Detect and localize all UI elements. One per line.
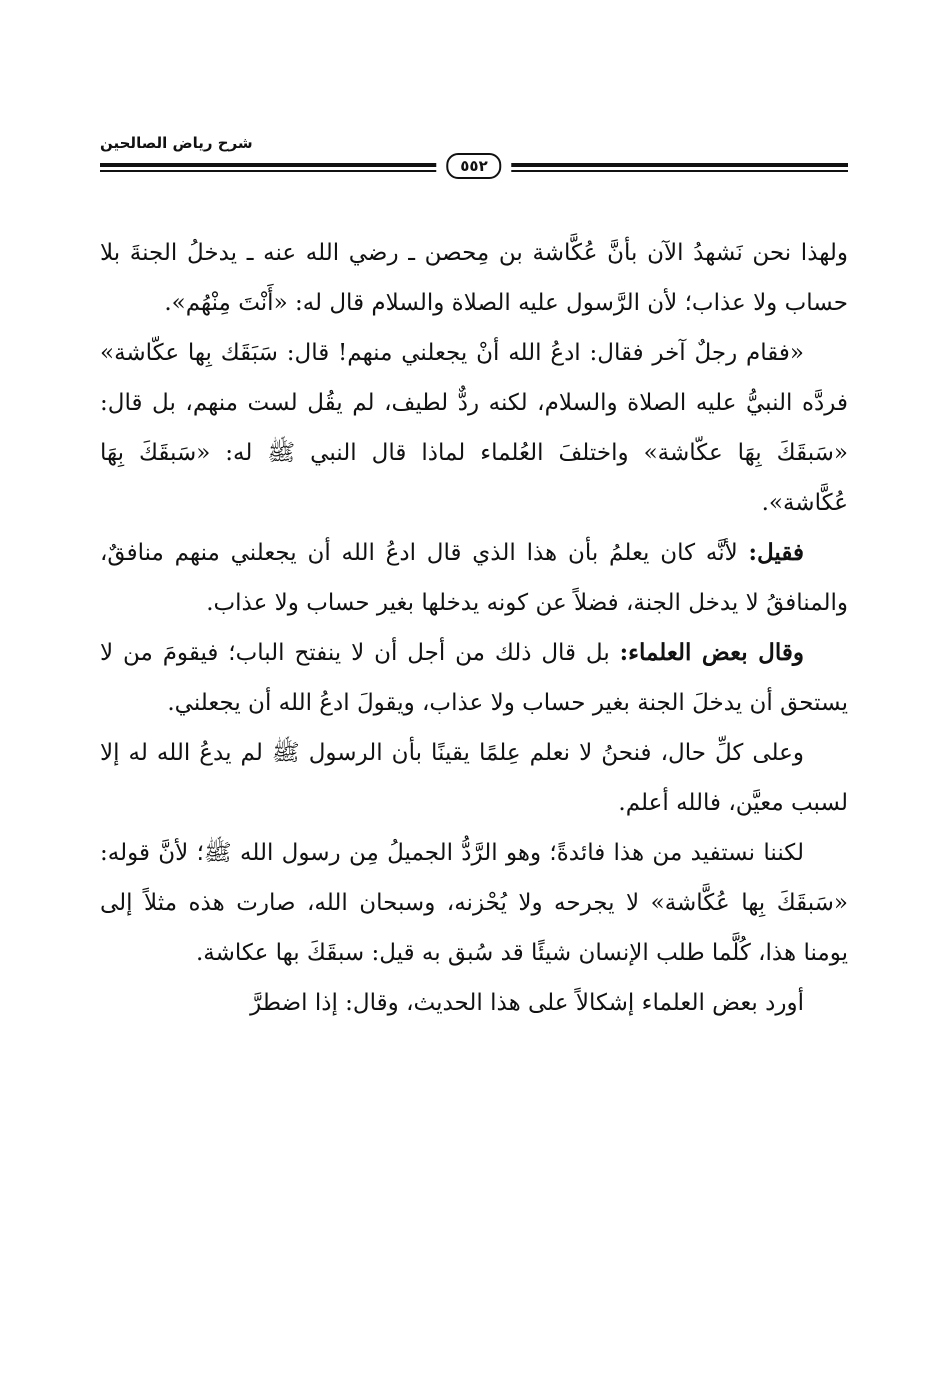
paragraph-text: ولهذا نحن نَشهدُ الآن بأنَّ عُكَّاشة بن مِحصن ـ رضي الله عنه ـ يدخلُ الجنةَ بلا حساب ولا عذاب؛ لأن الرَّسول عليه الصلاة والسلام قال له: «أَنْتَ مِنْهُم». (100, 240, 848, 316)
paragraph-text: لكننا نستفيد من هذا فائدةً؛ وهو الرَّدُّ الجميلُ مِن رسول الله ﷺ؛ لأنَّ قوله: «سَبقَكَ بِها عُكَّاشة» لا يجرحه ولا يُحْزنه، وسبحان الله، صارت هذه مثلاً إلى يومنا هذا، كُلَّما طلب الإنسان شيئًا قد سُبق به قيل: سبقَكَ بها عكاشة. (100, 840, 848, 966)
paragraph (100, 728, 848, 828)
paragraph-text: وعلى كلِّ حال، فنحنُ لا نعلم عِلمًا يقينًا بأن الرسول ﷺ لم يدعُ الله له إلا لسبب معيَّن، فالله أعلم. (100, 740, 848, 816)
page-number: ٥٥٢ (446, 153, 501, 179)
paragraph-lead: فقيل: (748, 539, 804, 566)
paragraph-lead: وقال بعض العلماء: (619, 639, 804, 666)
paragraph-text: «فقام رجلٌ آخر فقال: ادعُ الله أنْ يجعلني منهم! قال: سَبَقَك بِها عكّاشة» فردَّه النبيُّ عليه الصلاة والسلام، لكنه ردٌّ لطيف، لم يقُل لست منهم، بل قال: «سَبقَكَ بِهَا عكّاشة» واختلفَ العُلماء لماذا قال النبي ﷺ له: «سَبقَكَ بِهَا عُكَّاشة». (100, 340, 848, 516)
paragraph (100, 628, 848, 728)
paragraph (100, 978, 848, 1028)
paragraph-text: لأنَّه كان يعلمُ بأن هذا الذي قال ادعُ الله أن يجعلني منهم منافقٌ، والمنافقُ لا يدخل الجنة، فضلاً عن كونه يدخلها بغير حساب ولا عذاب. (100, 540, 848, 616)
paragraph-text: أورد بعض العلماء إشكالاً على هذا الحديث، وقال: إذا اضطرَّ (250, 990, 804, 1016)
page-header (100, 126, 848, 186)
paragraph (100, 228, 848, 328)
page-body (100, 228, 848, 1028)
paragraph (100, 528, 848, 628)
paragraph (100, 828, 848, 978)
paragraph (100, 328, 848, 528)
page-number-badge (436, 153, 511, 179)
running-title: شرح رياض الصالحين (100, 134, 253, 152)
paragraph-text: بل قال ذلك من أجل أن لا ينفتح الباب؛ فيقومَ من لا يستحق أن يدخلَ الجنة بغير حساب ولا عذاب، ويقولَ ادعُ الله أن يجعلني. (100, 640, 848, 716)
